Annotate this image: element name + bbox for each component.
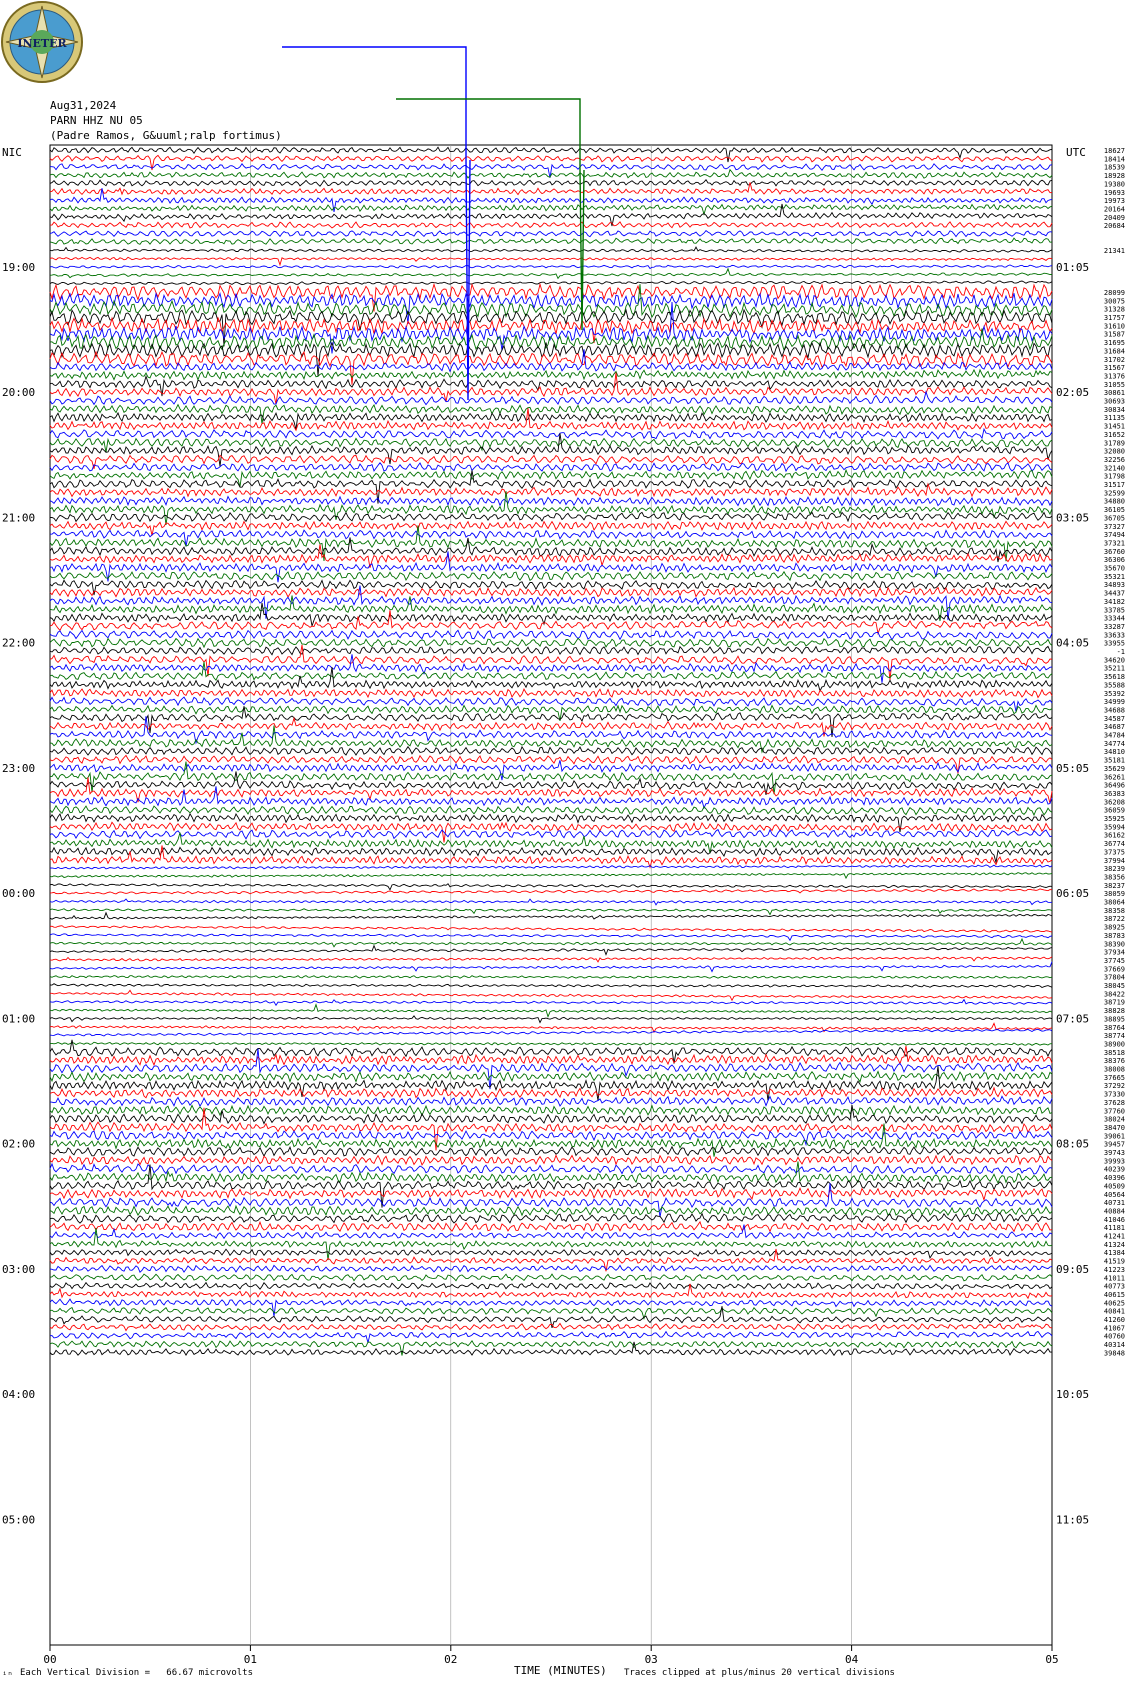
seismic-trace — [50, 984, 1052, 988]
right-time-label: 01:05 — [1056, 260, 1090, 274]
trace-value-label: 41324 — [1103, 1240, 1125, 1249]
trace-value-label: 31757 — [1103, 314, 1125, 322]
left-time-label: 00:00 — [2, 887, 36, 901]
trace-value-label: 38895 — [1103, 1015, 1125, 1024]
seismic-trace — [50, 706, 1052, 721]
logo-text: INETER — [17, 37, 67, 50]
seismic-trace — [50, 438, 1052, 452]
trace-value-label: 31055 — [1103, 380, 1125, 389]
trace-value-label: 40841 — [1103, 1307, 1125, 1316]
trace-value-label: 31451 — [1103, 422, 1125, 431]
left-time-label: 22:00 — [2, 636, 36, 650]
scale-note: Each Vertical Division = 66.67 microvolts — [20, 1668, 253, 1678]
trace-value-label: 34810 — [1103, 748, 1125, 757]
trace-value-label: 38722 — [1103, 915, 1125, 924]
x-tick-label: 02 — [444, 1653, 458, 1666]
trace-value-label: 34587 — [1103, 714, 1125, 723]
trace-value-label: 34774 — [1103, 739, 1125, 748]
trace-value-label: 37665 — [1103, 1073, 1125, 1082]
trace-value-label: 37669 — [1103, 965, 1125, 974]
seismic-trace — [50, 806, 1052, 815]
ineter-logo — [2, 2, 82, 82]
seismic-trace — [50, 1222, 1052, 1232]
trace-value-label: 36261 — [1103, 773, 1125, 782]
trace-value-label: 34620 — [1103, 656, 1125, 665]
trace-value-label: 34687 — [1103, 723, 1125, 732]
trace-value-label: 34437 — [1103, 589, 1125, 598]
seismic-trace — [50, 1225, 1052, 1239]
trace-value-label: 37321 — [1103, 539, 1125, 548]
left-time-labels — [2, 261, 35, 1527]
seismic-trace — [50, 1000, 1052, 1006]
trace-value-label: 37804 — [1103, 973, 1125, 982]
trace-value-label: 18414 — [1103, 155, 1125, 164]
trace-value-label: 32256 — [1103, 455, 1125, 464]
trace-value-label: 37760 — [1103, 1107, 1125, 1116]
x-tick-label: 05 — [1045, 1653, 1059, 1666]
date-label: Aug31,2024 — [50, 99, 117, 112]
trace-value-label: 38239 — [1103, 865, 1125, 874]
left-time-label: 20:00 — [2, 386, 36, 400]
trace-value-label: 31702 — [1103, 355, 1125, 364]
trace-value-label: 40239 — [1103, 1165, 1125, 1174]
trace-value-label: 38783 — [1103, 931, 1125, 940]
trace-value-label: 35588 — [1103, 681, 1125, 690]
trace-value-label: 36208 — [1103, 798, 1125, 807]
trace-value-label: 32080 — [1103, 447, 1125, 456]
trace-value-label: 31652 — [1103, 430, 1125, 439]
trace-value-label: 35925 — [1103, 815, 1125, 823]
trace-value-labels — [1104, 147, 1125, 1357]
seismic-trace — [50, 1164, 1052, 1174]
trace-value-label: 36760 — [1103, 547, 1125, 556]
trace-value-label: 38045 — [1103, 982, 1125, 990]
trace-value-label: 41046 — [1103, 1215, 1125, 1224]
trace-value-label: 28099 — [1103, 288, 1125, 297]
trace-value-label: 36162 — [1103, 831, 1125, 840]
trace-value-label: 32140 — [1103, 464, 1125, 473]
seismic-trace — [50, 1228, 1052, 1260]
trace-value-label: 33344 — [1103, 614, 1125, 623]
trace-value-label: 20409 — [1103, 213, 1125, 222]
trace-value-label: 41241 — [1103, 1232, 1125, 1241]
seismic-trace — [50, 697, 1052, 712]
seismic-trace — [50, 957, 1052, 962]
trace-value-label: 38764 — [1103, 1023, 1125, 1032]
trace-value-label: 33955 — [1103, 639, 1125, 648]
seismic-trace — [50, 392, 1052, 405]
left-time-label: 19:00 — [2, 260, 36, 274]
seismic-trace — [50, 1283, 1052, 1290]
seismic-trace — [50, 990, 1052, 1000]
trace-value-label: 32599 — [1103, 489, 1125, 498]
x-axis-title: TIME (MINUTES) — [514, 1664, 607, 1677]
trace-value-label: 38390 — [1103, 940, 1125, 949]
trace-value-label: 39848 — [1103, 1349, 1125, 1358]
trace-value-label: 38925 — [1103, 923, 1125, 932]
seismic-trace — [50, 884, 1052, 890]
trace-value-label: 30861 — [1103, 389, 1125, 398]
right-time-label: 02:05 — [1056, 386, 1090, 400]
trace-value-label: 30075 — [1103, 297, 1125, 306]
seismic-trace — [50, 814, 1052, 832]
trace-value-label: 33633 — [1103, 631, 1125, 640]
trace-value-label: 40314 — [1103, 1341, 1125, 1349]
trace-value-label: 40731 — [1103, 1199, 1125, 1208]
trace-value-label: 41011 — [1103, 1274, 1125, 1283]
trace-value-label: 41223 — [1103, 1265, 1125, 1274]
trace-value-label: 30834 — [1103, 405, 1125, 414]
trace-value-label: 30693 — [1103, 397, 1125, 406]
trace-value-label: 40625 — [1103, 1299, 1125, 1308]
trace-value-label: 37745 — [1103, 956, 1125, 965]
seismic-trace — [50, 586, 1052, 621]
trace-value-label: 34688 — [1103, 706, 1125, 715]
left-time-label: 03:00 — [2, 1262, 36, 1276]
x-tick-label: 01 — [243, 1653, 258, 1666]
seismic-trace — [50, 1299, 1052, 1316]
x-tick-label: 04 — [844, 1653, 859, 1666]
trace-value-label: 35618 — [1103, 673, 1125, 681]
seismic-trace — [50, 204, 1052, 226]
seismic-trace — [50, 630, 1052, 640]
trace-value-label: 41519 — [1103, 1257, 1125, 1266]
seismic-trace — [50, 238, 1052, 244]
trace-value-label: 41260 — [1103, 1316, 1125, 1324]
trace-value-label: 38008 — [1103, 1065, 1125, 1074]
trace-value-label: 37934 — [1103, 948, 1125, 957]
trace-value-label: 38470 — [1103, 1123, 1125, 1132]
seismic-trace — [50, 946, 1052, 955]
seismic-trace — [50, 429, 1052, 439]
trace-value-label: 37628 — [1103, 1098, 1125, 1107]
trace-value-label: 40760 — [1103, 1332, 1125, 1341]
seismic-trace — [50, 926, 1052, 932]
seismic-trace — [50, 913, 1052, 919]
left-time-label: 02:00 — [2, 1137, 36, 1151]
trace-value-label: 35994 — [1103, 823, 1125, 832]
trace-value-label: 31328 — [1103, 305, 1125, 314]
seismic-trace — [50, 976, 1052, 979]
trace-value-label: 40615 — [1103, 1291, 1125, 1299]
trace-value-label: 37494 — [1103, 531, 1125, 540]
trace-value-label: 31567 — [1103, 364, 1125, 373]
seismic-trace — [50, 822, 1052, 842]
trace-value-label: 35321 — [1103, 572, 1125, 581]
seismic-trace — [50, 654, 1052, 683]
trace-value-label: 34893 — [1103, 581, 1125, 590]
trace-value-label: 31695 — [1103, 339, 1125, 347]
seismic-trace — [50, 491, 1052, 525]
x-axis-ticks — [43, 1645, 1058, 1666]
seismic-trace — [50, 726, 1052, 753]
seismic-traces — [50, 47, 1052, 1356]
station-label: PARN HHZ NU 05 — [50, 114, 143, 127]
seismic-trace — [50, 1088, 1052, 1098]
seismic-trace — [50, 1029, 1052, 1036]
seismic-trace — [50, 873, 1052, 879]
seismic-trace — [50, 1147, 1052, 1156]
seismic-trace — [50, 182, 1052, 194]
trace-value-label: 40884 — [1103, 1207, 1125, 1216]
trace-value-label: 36059 — [1103, 806, 1125, 815]
seismic-trace — [50, 180, 1052, 186]
trace-value-label: 37327 — [1103, 522, 1125, 531]
right-time-label: 09:05 — [1056, 1262, 1090, 1276]
trace-value-label: 34999 — [1103, 698, 1125, 707]
trace-value-label: 36105 — [1103, 506, 1125, 514]
trace-value-label: 37330 — [1103, 1090, 1125, 1099]
seismic-trace — [50, 689, 1052, 698]
left-time-label: 23:00 — [2, 761, 36, 775]
trace-value-label: 20684 — [1103, 222, 1125, 231]
trace-value-label: 40773 — [1103, 1282, 1125, 1291]
seismic-trace — [50, 1324, 1052, 1331]
seismic-trace — [50, 1016, 1052, 1023]
seismic-trace — [50, 1249, 1052, 1258]
trace-value-label: 38237 — [1103, 881, 1125, 890]
trace-value-label: 34182 — [1103, 597, 1125, 606]
seismic-trace — [50, 257, 1052, 265]
trace-value-label: 39457 — [1103, 1140, 1125, 1149]
trace-value-label: 18627 — [1103, 147, 1125, 155]
trace-value-label: 36496 — [1103, 781, 1125, 790]
trace-value-label: 19973 — [1103, 197, 1125, 206]
trace-value-label: 31684 — [1103, 347, 1125, 356]
trace-value-label: 38719 — [1103, 998, 1125, 1007]
trace-value-label: 40396 — [1103, 1174, 1125, 1182]
seismic-trace — [50, 1042, 1052, 1045]
trace-value-label: 38024 — [1103, 1115, 1125, 1124]
seismic-trace — [50, 269, 1052, 279]
seismic-trace — [50, 1023, 1052, 1032]
trace-value-label: 38064 — [1103, 898, 1125, 907]
seismic-trace — [50, 934, 1052, 941]
trace-value-label: 35392 — [1103, 689, 1125, 698]
seismic-trace — [50, 352, 1052, 385]
trace-value-label: 39743 — [1103, 1149, 1125, 1157]
trace-value-label: 38900 — [1103, 1040, 1125, 1049]
trace-value-label: 31587 — [1103, 330, 1125, 339]
trace-value-label: 41181 — [1103, 1224, 1125, 1233]
trace-value-label: 41384 — [1103, 1249, 1125, 1258]
trace-value-label: 31610 — [1103, 322, 1125, 331]
x-tick-label: 00 — [43, 1653, 57, 1666]
trace-value-label: 38356 — [1103, 873, 1125, 882]
left-time-label: 21:00 — [2, 511, 36, 525]
seismic-trace — [50, 786, 1052, 808]
right-time-label: 03:05 — [1056, 511, 1090, 525]
seismic-trace — [50, 747, 1052, 755]
seismic-trace — [50, 1162, 1052, 1183]
seismic-trace — [50, 370, 1052, 380]
trace-value-label: 34880 — [1103, 497, 1125, 506]
seismic-trace — [50, 1072, 1052, 1082]
seismic-trace — [50, 889, 1052, 894]
seismic-trace — [50, 610, 1052, 633]
seismic-trace — [50, 1265, 1052, 1272]
trace-value-label: 38518 — [1103, 1048, 1125, 1057]
left-time-label: 05:00 — [2, 1513, 36, 1527]
seismic-trace — [50, 231, 1052, 237]
seismic-trace — [50, 1213, 1052, 1223]
trace-value-label: 36306 — [1103, 556, 1125, 565]
trace-value-label: 39061 — [1103, 1132, 1125, 1141]
right-time-label: 10:05 — [1056, 1388, 1090, 1402]
seismic-trace — [50, 588, 1052, 598]
seismic-trace — [50, 899, 1052, 905]
trace-value-label: 33785 — [1103, 606, 1125, 615]
trace-value-label: 34784 — [1103, 731, 1125, 740]
seismic-trace — [50, 484, 1052, 496]
trace-value-label: 35670 — [1103, 564, 1125, 573]
right-time-label: 05:05 — [1056, 761, 1090, 775]
trace-value-label: 31798 — [1103, 472, 1125, 481]
x-tick-label: 03 — [644, 1653, 658, 1666]
seismic-trace — [50, 512, 1052, 521]
seismic-trace — [50, 1206, 1052, 1215]
trace-value-label: 36705 — [1103, 514, 1125, 523]
trace-value-label: 31517 — [1103, 481, 1125, 489]
trace-value-label: 38828 — [1103, 1007, 1125, 1015]
trace-value-label: 18539 — [1103, 163, 1125, 172]
trace-value-label: 38358 — [1103, 906, 1125, 915]
seismic-trace — [50, 265, 1052, 269]
right-time-labels — [1056, 261, 1089, 1527]
seismic-trace — [50, 1331, 1052, 1343]
seismic-trace — [50, 463, 1052, 471]
seismic-trace — [50, 1183, 1052, 1217]
trace-value-label: 21341 — [1103, 247, 1125, 256]
right-time-label: 04:05 — [1056, 636, 1090, 650]
seismic-trace — [50, 909, 1052, 915]
seismic-trace — [50, 1155, 1052, 1165]
trace-value-label: 36383 — [1103, 789, 1125, 798]
seismic-trace — [50, 405, 1052, 424]
seismic-trace — [50, 497, 1052, 506]
trace-value-label: 37994 — [1103, 856, 1125, 865]
seismic-trace — [50, 1188, 1052, 1200]
seismic-trace — [50, 247, 1052, 252]
trace-value-label: 40509 — [1103, 1182, 1125, 1191]
trace-value-label: -1 — [1116, 648, 1125, 656]
seismic-trace — [50, 638, 1052, 647]
trace-value-label: 35629 — [1103, 764, 1125, 773]
trace-value-label: 35211 — [1103, 664, 1125, 673]
trace-value-label: 41067 — [1103, 1324, 1125, 1333]
seismic-trace — [50, 1105, 1052, 1115]
trace-value-label: 33287 — [1103, 623, 1125, 631]
seismic-trace — [50, 755, 1052, 773]
left-timezone-label: NIC — [2, 146, 22, 159]
seismic-trace — [50, 1005, 1052, 1017]
trace-value-label: 38422 — [1103, 990, 1125, 999]
seismic-trace — [50, 939, 1052, 947]
trace-value-label: 19693 — [1103, 188, 1125, 197]
seismic-trace — [50, 281, 1052, 285]
right-time-label: 06:05 — [1056, 887, 1090, 901]
right-time-label: 07:05 — [1056, 1012, 1090, 1026]
corner-mark: ᵢₙ — [2, 1668, 13, 1678]
seismic-trace — [50, 222, 1052, 228]
trace-value-label: 37375 — [1103, 848, 1125, 857]
seismic-trace — [50, 205, 1052, 215]
left-time-label: 01:00 — [2, 1012, 36, 1026]
seismic-trace — [50, 408, 1052, 430]
right-time-label: 08:05 — [1056, 1137, 1090, 1151]
trace-value-label: 38059 — [1103, 890, 1125, 899]
left-time-label: 04:00 — [2, 1388, 36, 1402]
right-timezone-label: UTC — [1066, 146, 1086, 159]
trace-value-label: 40564 — [1103, 1190, 1125, 1199]
trace-value-label: 37292 — [1103, 1082, 1125, 1091]
seismic-trace — [50, 830, 1052, 839]
seismic-trace — [50, 865, 1052, 869]
seismic-trace — [50, 155, 1052, 170]
seismic-trace — [50, 962, 1052, 972]
seismic-trace — [50, 1274, 1052, 1281]
trace-value-label: 31135 — [1103, 414, 1125, 423]
seismic-trace — [50, 572, 1052, 581]
seismic-trace — [50, 1131, 1052, 1145]
right-time-label: 11:05 — [1056, 1513, 1090, 1527]
minute-gridlines — [250, 145, 851, 1645]
seismic-trace — [50, 646, 1052, 654]
trace-value-label: 38774 — [1103, 1032, 1125, 1041]
clip-note: Traces clipped at plus/minus 20 vertical divisions — [624, 1668, 895, 1678]
trace-value-label: 39993 — [1103, 1157, 1125, 1166]
trace-value-label: 31376 — [1103, 372, 1125, 381]
seismic-trace — [50, 1284, 1052, 1298]
trace-value-label: 31789 — [1103, 439, 1125, 448]
trace-value-label: 38376 — [1103, 1057, 1125, 1066]
trace-value-label: 35181 — [1103, 756, 1125, 765]
seismic-trace — [50, 662, 1052, 680]
trace-value-label: 20164 — [1103, 205, 1125, 214]
seismic-trace — [50, 1341, 1052, 1356]
trace-value-label: 36774 — [1103, 840, 1125, 848]
seismic-trace — [50, 1096, 1052, 1106]
trace-value-label: 19380 — [1103, 180, 1125, 189]
site-label: (Padre Ramos, G&uuml;ralp fortimus) — [50, 129, 282, 142]
trace-value-label: 18928 — [1103, 172, 1125, 181]
